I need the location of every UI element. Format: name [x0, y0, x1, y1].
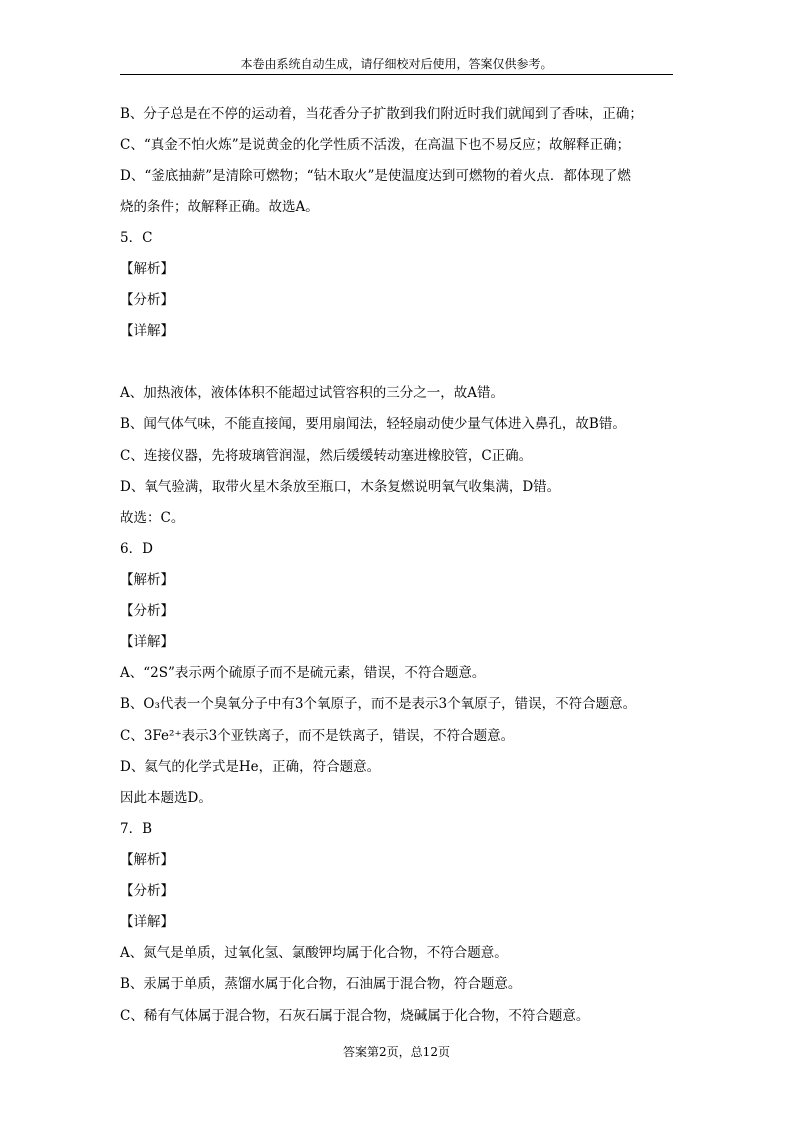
section-heading: 【分析】: [120, 292, 174, 308]
section-heading: 【分析】: [120, 603, 174, 619]
text-line: C、连接仪器，先将玻璃管润湿，然后缓缓转动塞进橡胶管，C正确。: [120, 448, 533, 464]
text-line: B、O₃代表一个臭氧分子中有3个氧原子，而不是表示3个氧原子，错误，不符合题意。: [120, 696, 637, 712]
text-line: A、“2S”表示两个硫原子而不是硫元素，错误，不符合题意。: [120, 665, 486, 681]
question-number: 6．D: [120, 541, 153, 557]
text-line: D、氧气验满，取带火星木条放至瓶口，木条复燃说明氧气收集满，D错。: [120, 479, 561, 495]
text-line: 故选：C。: [120, 510, 185, 526]
text-line: C、稀有气体属于混合物，石灰石属于混合物，烧碱属于化合物，不符合题意。: [120, 1008, 590, 1024]
page-footer: 答案第2页，总12页: [343, 1045, 450, 1059]
section-heading: 【解析】: [120, 572, 174, 588]
question-number: 7．B: [120, 821, 153, 837]
text-line: D、“釜底抽薪”是清除可燃物；“钻木取火”是使温度达到可燃物的着火点．都体现了燃: [120, 168, 631, 184]
header-divider: [120, 74, 673, 75]
text-line: B、汞属于单质，蒸馏水属于化合物，石油属于混合物，符合题意。: [120, 976, 522, 992]
section-heading: 【详解】: [120, 323, 174, 339]
section-heading: 【解析】: [120, 852, 174, 868]
section-heading: 【解析】: [120, 261, 174, 277]
text-line: D、氦气的化学式是He，正确，符合题意。: [120, 759, 381, 775]
text-line: 因此本题选D。: [120, 790, 212, 806]
text-line: C、3Fe²⁺表示3个亚铁离子，而不是铁离子，错误，不符合题意。: [120, 728, 515, 744]
section-heading: 【分析】: [120, 883, 174, 899]
page-header-notice: 本卷由系统自动生成，请仔细校对后使用，答案仅供参考。: [240, 57, 553, 71]
question-number: 5．C: [120, 230, 153, 246]
text-line: C、“真金不怕火炼”是说黄金的化学性质不活泼，在高温下也不易反应；故解释正确；: [120, 137, 631, 153]
text-line: A、加热液体，液体体积不能超过试管容积的三分之一，故A错。: [120, 385, 504, 401]
text-line: 烧的条件；故解释正确。故选A。: [120, 199, 319, 215]
section-heading: 【详解】: [120, 914, 174, 930]
text-line: B、闻气体气味，不能直接闻，要用扇闻法，轻轻扇动使少量气体进入鼻孔，故B错。: [120, 416, 626, 432]
text-line: A、氮气是单质，过氧化氢、氯酸钾均属于化合物，不符合题意。: [120, 945, 508, 961]
section-heading: 【详解】: [120, 634, 174, 650]
text-line: B、分子总是在不停的运动着，当花香分子扩散到我们附近时我们就闻到了香味，正确；: [120, 106, 643, 122]
